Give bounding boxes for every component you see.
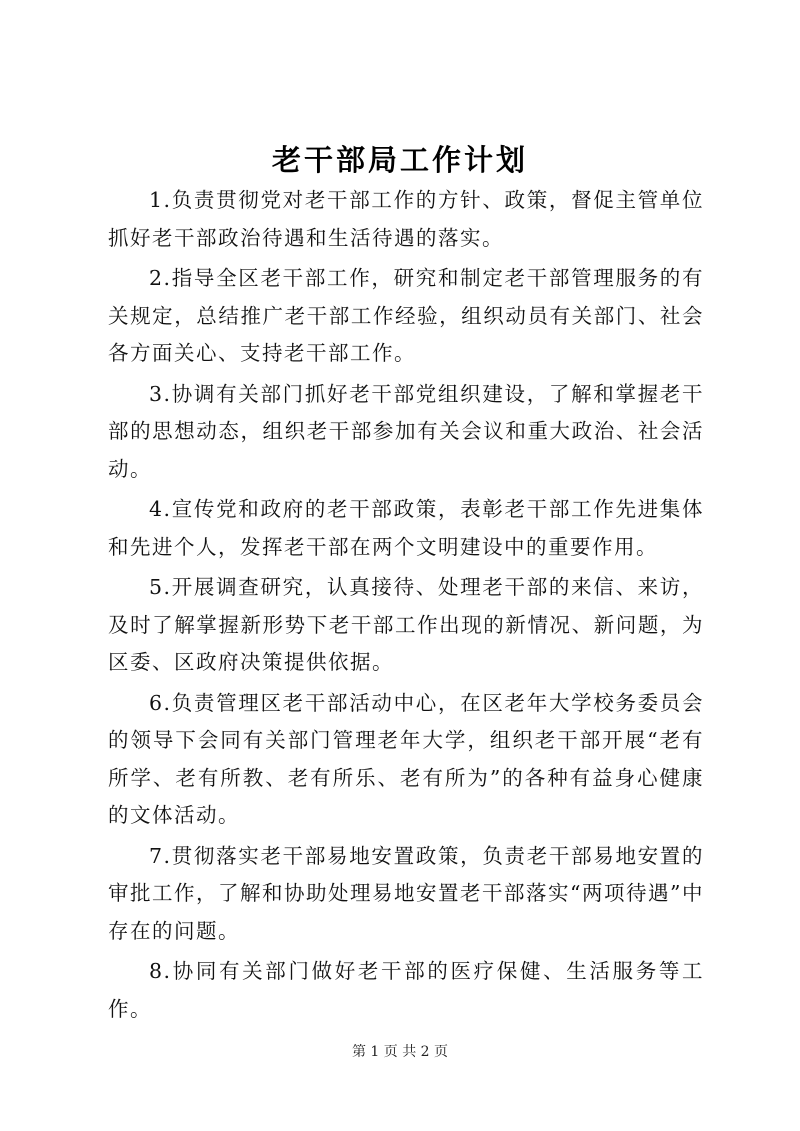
- paragraph-6: 6.负责管理区老干部活动中心，在区老年大学校务委员会的领导下会同有关部门管理老年大学，组织老干部开展“老有所学、老有所教、老有所乐、老有所为”的各种有益身心健康的文体活动。: [108, 690, 704, 827]
- paragraph-4: 4.宣传党和政府的老干部政策，表彰老干部工作先进集体和先进个人，发挥老干部在两个文明建设中的重要作用。: [108, 497, 704, 559]
- document-title: 老干部局工作计划: [271, 143, 528, 177]
- paragraph-3: 3.协调有关部门抓好老干部党组织建设，了解和掌握老干部的思想动态，组织老干部参加有关会议和重大政治、社会活动。: [108, 381, 704, 481]
- paragraph-7: 7.贯彻落实老干部易地安置政策，负责老干部易地安置的审批工作，了解和协助处理易地安置老干部落实“两项待遇”中存在的问题。: [108, 843, 704, 943]
- paragraph-8: 8.协同有关部门做好老干部的医疗保健、生活服务等工作。: [108, 959, 704, 1021]
- document-body: [108, 182, 704, 1031]
- page-number-footer: 第 1 页 共 2 页: [351, 1044, 449, 1060]
- paragraph-2: 2.指导全区老干部工作，研究和制定老干部管理服务的有关规定，总结推广老干部工作经验，组织动员有关部门、社会各方面关心、支持老干部工作。: [108, 266, 704, 365]
- paragraph-5: 5.开展调查研究，认真接待、处理老干部的来信、来访，及时了解掌握新形势下老干部工作出现的新情况、新问题，为区委、区政府决策提供依据。: [108, 575, 704, 674]
- paragraph-1: 1.负责贯彻党对老干部工作的方针、政策，督促主管单位抓好老干部政治待遇和生活待遇的落实。: [108, 188, 704, 250]
